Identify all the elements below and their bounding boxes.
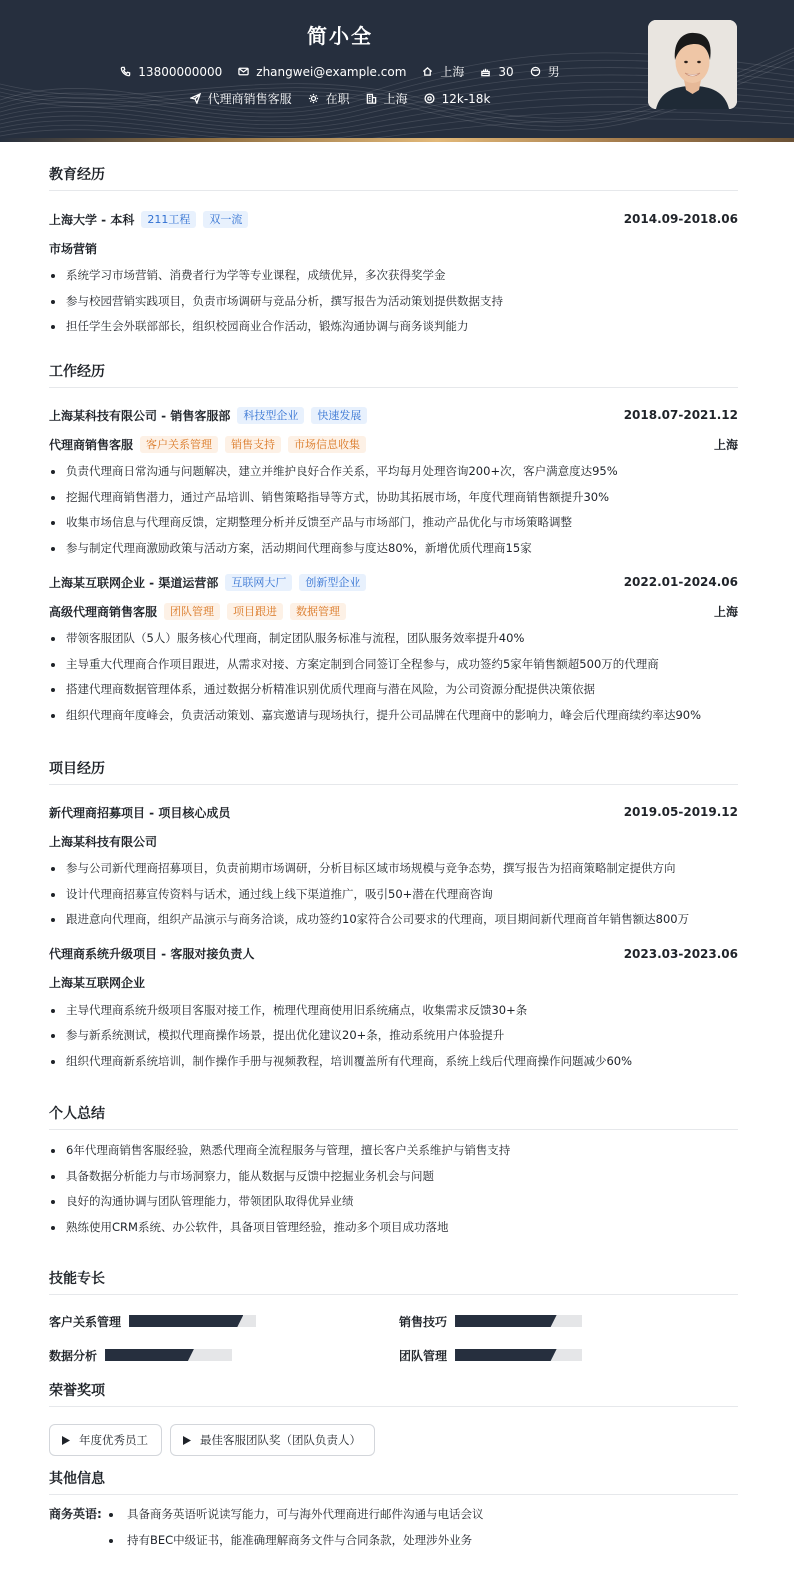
target-city-item xyxy=(366,90,408,107)
section-title-work: 工作经历 xyxy=(49,361,738,388)
mail-icon xyxy=(238,66,249,77)
job-entry-head xyxy=(49,405,738,425)
awards-list xyxy=(49,1424,738,1456)
skill-item xyxy=(49,1346,399,1364)
role-tag: 销售支持 xyxy=(225,436,281,453)
list-item: 组织代理商年度峰会，负责活动策划、嘉宾邀请与现场执行，提升公司品牌在代理商中的影响力，峰会后代理商续约率达90% xyxy=(49,703,738,729)
list-item: 收集市场信息与代理商反馈，定期整理分析并反馈至产品与市场部门，推动产品优化与市场策略调整 xyxy=(49,510,738,536)
skill-item xyxy=(49,1312,399,1330)
gender-item xyxy=(530,63,560,80)
project-bullets xyxy=(49,998,738,1075)
play-icon xyxy=(62,1436,70,1445)
list-item: 挖掘代理商销售潜力，通过产品培训、销售策略指导等方式，协助其拓展市场，年度代理商销售额提升30% xyxy=(49,485,738,511)
salary-icon xyxy=(424,93,435,104)
list-item: 搭建代理商数据管理体系，通过数据分析精准识别优质代理商与潜在风险，为公司资源分配提供决策依据 xyxy=(49,677,738,703)
job-role-row xyxy=(49,601,738,621)
education-section xyxy=(49,164,738,340)
job-status-item xyxy=(308,90,350,107)
job-city: 上海 xyxy=(713,604,738,619)
project-date: 2023.03-2023.06 xyxy=(623,946,738,961)
list-item: 系统学习市场营销、消费者行为学等专业课程，成绩优异，多次获得奖学金 xyxy=(49,263,738,289)
list-item: 带领客服团队（5人）服务核心代理商，制定团队服务标准与流程，团队服务效率提升40% xyxy=(49,626,738,652)
role-tag: 数据管理 xyxy=(290,603,346,620)
resume-header xyxy=(0,0,794,142)
phone-icon xyxy=(120,66,131,77)
skill-fill xyxy=(455,1315,557,1327)
skill-name: 销售技巧 xyxy=(399,1314,448,1329)
role-tag: 客户关系管理 xyxy=(140,436,218,453)
school-tag: 211工程 xyxy=(141,211,196,228)
cake-icon xyxy=(480,66,491,77)
company-tag: 互联网大厂 xyxy=(225,574,292,591)
major: 市场营销 xyxy=(49,241,98,256)
other-info-row xyxy=(49,1502,738,1553)
role-tag: 项目跟进 xyxy=(227,603,283,620)
location-text: 上海 xyxy=(440,65,465,79)
award-label: 最佳客服团队奖（团队负责人） xyxy=(200,1433,361,1447)
avatar xyxy=(648,20,737,109)
skill-bar xyxy=(129,1315,256,1327)
target-city-text: 上海 xyxy=(383,92,408,106)
home-icon xyxy=(422,66,433,77)
phone-item[interactable] xyxy=(120,65,222,79)
age-text: 30 xyxy=(498,64,514,79)
award-chip[interactable] xyxy=(170,1424,375,1456)
education-entry-head xyxy=(49,209,738,229)
list-item: 良好的沟通协调与团队管理能力，带领团队取得优异业绩 xyxy=(49,1189,738,1215)
contact-row xyxy=(0,63,680,80)
project-org: 上海某互联网企业 xyxy=(49,976,146,990)
honors-section xyxy=(49,1380,738,1456)
skill-item xyxy=(399,1346,738,1364)
list-item: 组织代理商新系统培训，制作操作手册与视频教程，培训覆盖所有代理商，系统上线后代理商操作问题减少60% xyxy=(49,1049,738,1075)
other-info-label: 商务英语: xyxy=(49,1507,102,1521)
project-entry-head xyxy=(49,802,738,822)
list-item: 参与公司新代理商招募项目，负责前期市场调研，分析目标区域市场规模与竞争态势，撰写报告为招商策略制定提供方向 xyxy=(49,856,738,882)
summary-bullets xyxy=(49,1138,738,1240)
skill-name: 数据分析 xyxy=(49,1348,98,1363)
project-bullets xyxy=(49,856,738,933)
list-item: 6年代理商销售客服经验，熟悉代理商全流程服务与管理，擅长客户关系维护与销售支持 xyxy=(49,1138,738,1164)
school-name: 上海大学 - 本科 xyxy=(49,212,135,227)
location-item xyxy=(422,63,464,80)
list-item: 设计代理商招募宣传资料与话术，通过线上线下渠道推广，吸引50+潜在代理商咨询 xyxy=(49,882,738,908)
list-item: 具备数据分析能力与市场洞察力，能从数据与反馈中挖掘业务机会与问题 xyxy=(49,1164,738,1190)
award-chip[interactable] xyxy=(49,1424,162,1456)
education-bullets xyxy=(49,263,738,340)
avatar-illustration xyxy=(648,20,737,109)
job-status-text: 在职 xyxy=(325,92,350,106)
project-date: 2019.05-2019.12 xyxy=(623,805,738,819)
skill-name: 客户关系管理 xyxy=(49,1314,122,1329)
job-bullets xyxy=(49,459,738,561)
skill-fill xyxy=(455,1349,557,1361)
building-icon xyxy=(366,93,377,104)
company-tag: 创新型企业 xyxy=(299,574,366,591)
job-role-row xyxy=(49,434,738,454)
school-tag: 双一流 xyxy=(203,211,248,228)
list-item: 负责代理商日常沟通与问题解决，建立并维护良好合作关系，平均每月处理咨询200+次，客户满意度达95% xyxy=(49,459,738,485)
job-intent-row xyxy=(0,90,680,107)
job-bullets xyxy=(49,626,738,728)
job-city: 上海 xyxy=(713,437,738,452)
role-tag: 市场信息收集 xyxy=(288,436,366,453)
list-item: 具备商务英语听说读写能力，可与海外代理商进行邮件沟通与电话会议 xyxy=(105,1502,484,1528)
company-tag: 科技型企业 xyxy=(237,407,304,424)
section-title-education: 教育经历 xyxy=(49,164,738,191)
status-icon xyxy=(308,93,319,104)
salary-item xyxy=(424,92,491,106)
project-name: 代理商系统升级项目 - 客服对接负责人 xyxy=(49,947,255,961)
work-section xyxy=(49,361,738,728)
skills-grid xyxy=(49,1312,738,1364)
list-item: 主导代理商系统升级项目客服对接工作，梳理代理商使用旧系统痛点，收集需求反馈30+条 xyxy=(49,998,738,1024)
award-label: 年度优秀员工 xyxy=(79,1433,148,1447)
list-item: 主导重大代理商合作项目跟进，从需求对接、方案定制到合同签订全程参与，成功签约5家年销售额超500万的代理商 xyxy=(49,652,738,678)
send-icon xyxy=(190,93,201,104)
skill-bar xyxy=(455,1349,582,1361)
project-entry-head xyxy=(49,944,738,964)
skill-fill xyxy=(105,1349,194,1361)
section-title-projects: 项目经历 xyxy=(49,758,738,785)
company-name: 上海某互联网企业 - 渠道运营部 xyxy=(49,575,219,590)
education-date: 2014.09-2018.06 xyxy=(623,212,738,226)
skill-fill xyxy=(129,1315,243,1327)
list-item: 参与校园营销实践项目，负责市场调研与竞品分析，撰写报告为活动策划提供数据支持 xyxy=(49,289,738,315)
skill-bar xyxy=(455,1315,582,1327)
section-title-honors: 荣誉奖项 xyxy=(49,1380,738,1407)
list-item: 持有BEC中级证书，能准确理解商务文件与合同条款，处理涉外业务 xyxy=(105,1528,484,1554)
job-role: 高级代理商销售客服 xyxy=(49,604,158,619)
target-role-item xyxy=(190,90,292,107)
email-item[interactable] xyxy=(238,65,406,79)
list-item: 参与制定代理商激励政策与活动方案，活动期间代理商参与度达80%，新增优质代理商15家 xyxy=(49,536,738,562)
list-item: 参与新系统测试，模拟代理商操作场景，提出优化建议20+条，推动系统用户体验提升 xyxy=(49,1023,738,1049)
role-tag: 团队管理 xyxy=(164,603,220,620)
projects-section xyxy=(49,758,738,1074)
gender-text: 男 xyxy=(547,65,560,79)
list-item: 熟练使用CRM系统、办公软件，具备项目管理经验，推动多个项目成功落地 xyxy=(49,1215,738,1241)
other-section xyxy=(49,1468,738,1553)
job-entry-head xyxy=(49,572,738,592)
skill-item xyxy=(399,1312,738,1330)
summary-section xyxy=(49,1103,738,1240)
project-org: 上海某科技有限公司 xyxy=(49,834,158,849)
skills-section xyxy=(49,1268,738,1364)
company-name: 上海某科技有限公司 - 销售客服部 xyxy=(49,408,231,423)
section-title-summary: 个人总结 xyxy=(49,1103,738,1130)
job-date: 2018.07-2021.12 xyxy=(623,408,738,422)
job-role: 代理商销售客服 xyxy=(49,437,134,452)
email-text: zhangwei@example.com xyxy=(256,64,407,79)
gender-icon xyxy=(530,66,541,77)
play-icon xyxy=(183,1436,191,1445)
header-accent-line xyxy=(0,138,794,142)
candidate-name: 简小全 xyxy=(307,24,373,48)
skill-name: 团队管理 xyxy=(399,1348,448,1363)
skill-bar xyxy=(105,1349,232,1361)
list-item: 担任学生会外联部部长，组织校园商业合作活动，锻炼沟通协调与商务谈判能力 xyxy=(49,314,738,340)
job-date: 2022.01-2024.06 xyxy=(623,575,738,589)
salary-text: 12k-18k xyxy=(441,91,491,106)
phone-text: 13800000000 xyxy=(138,64,223,79)
target-role-text: 代理商销售客服 xyxy=(207,92,292,106)
project-name: 新代理商招募项目 - 项目核心成员 xyxy=(49,805,231,820)
section-title-other: 其他信息 xyxy=(49,1468,738,1495)
list-item: 跟进意向代理商，组织产品演示与商务洽谈，成功签约10家符合公司要求的代理商，项目期间新代理商首年销售额达800万 xyxy=(49,907,738,933)
section-title-skills: 技能专长 xyxy=(49,1268,738,1295)
company-tag: 快速发展 xyxy=(311,407,367,424)
age-item xyxy=(480,65,513,79)
other-bullets xyxy=(105,1502,484,1553)
